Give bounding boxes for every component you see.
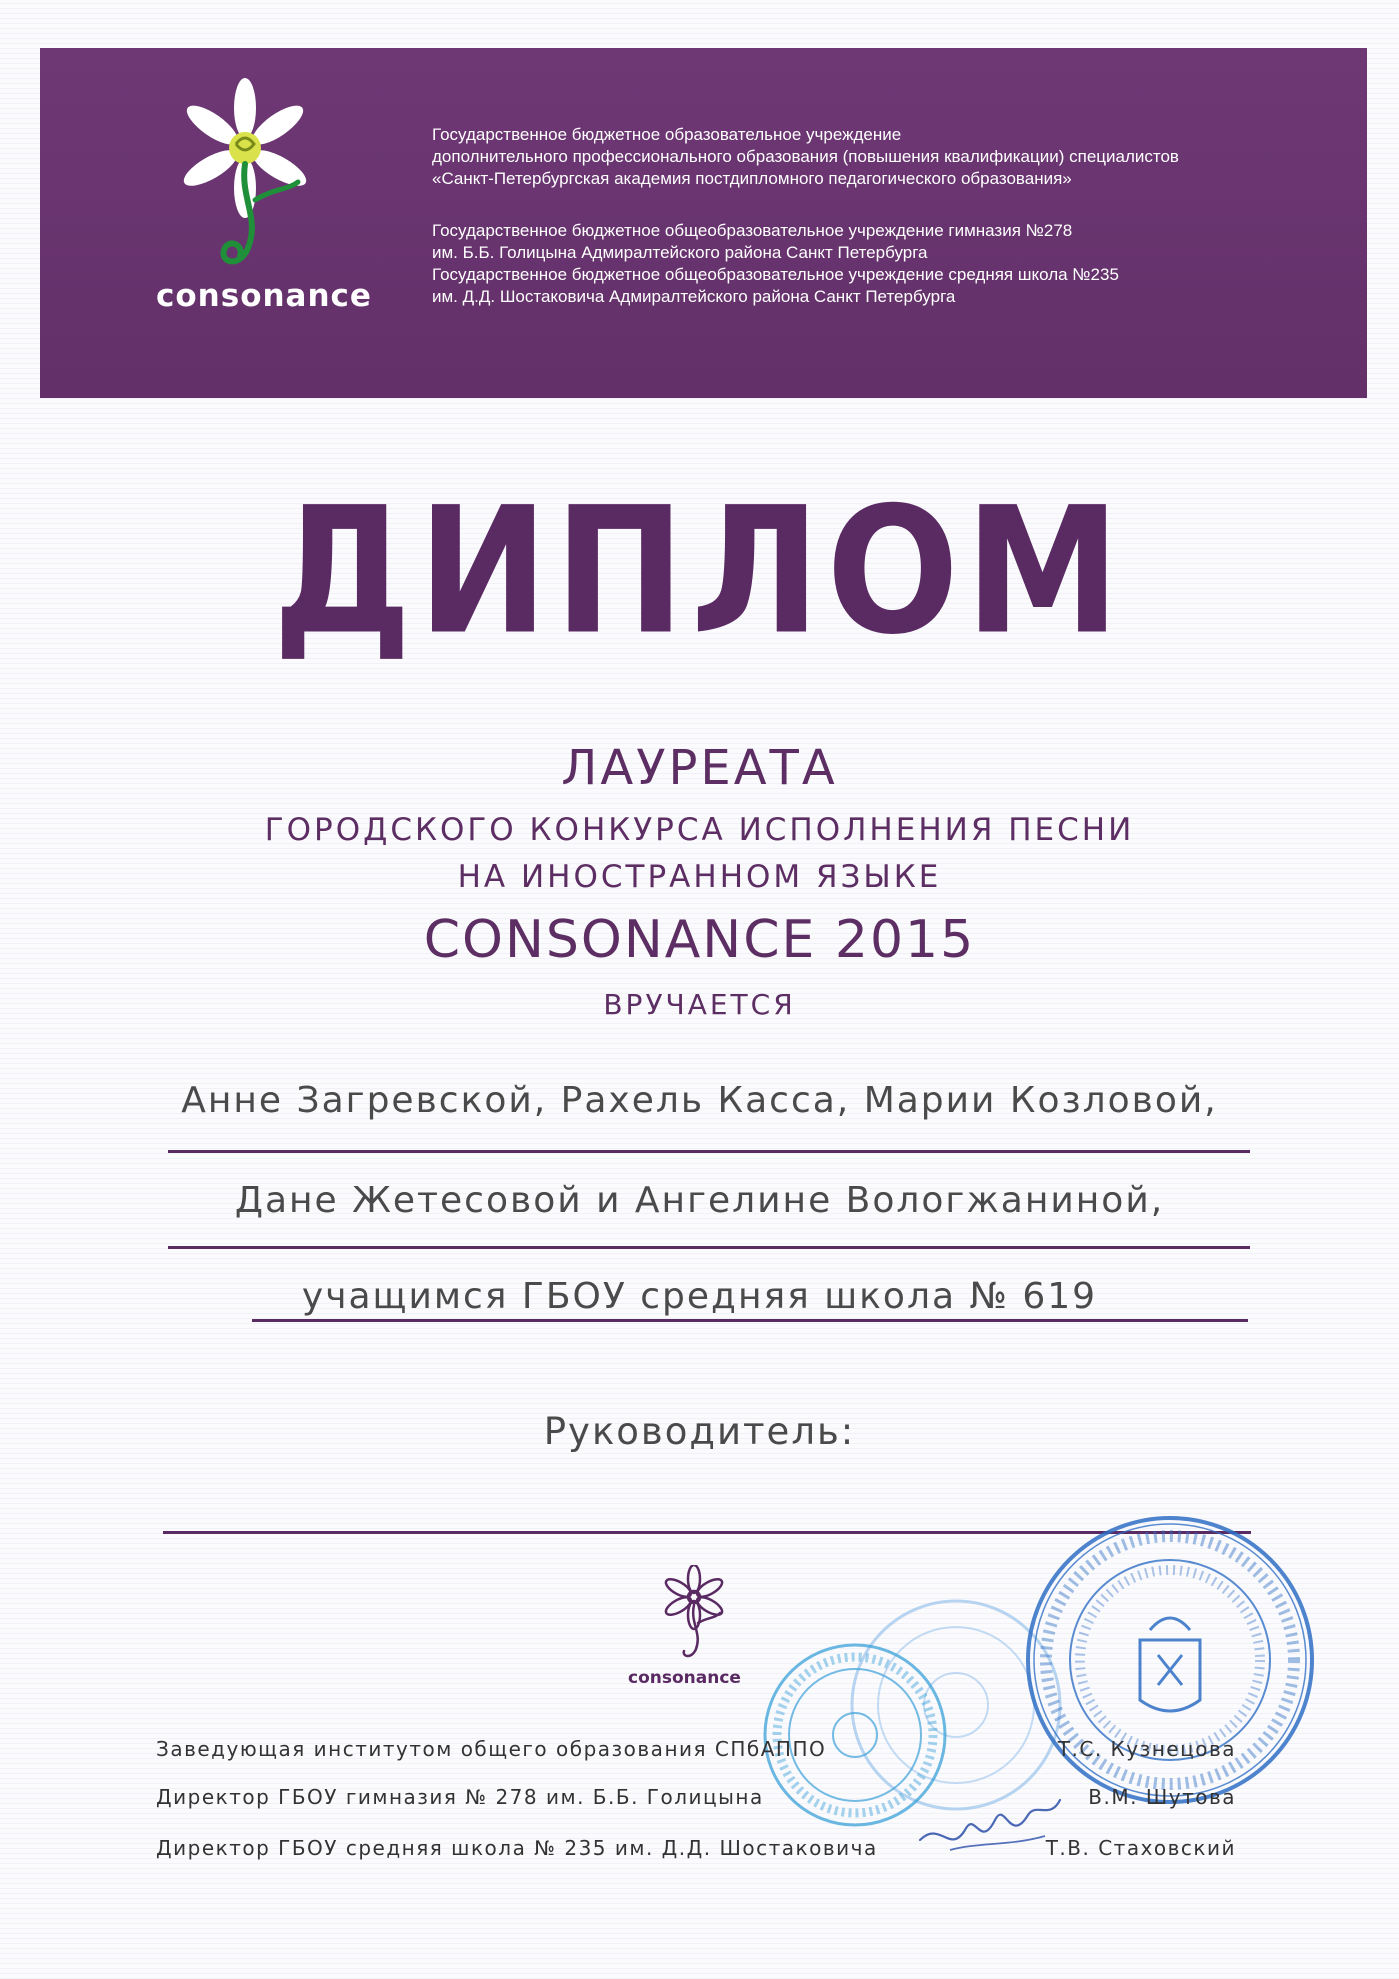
leader-blank-line <box>163 1531 1251 1534</box>
signatory-name: Т.С. Кузнецова <box>1057 1737 1236 1761</box>
org-line: Государственное бюджетное общеобразовательное учреждение гимназия №278 <box>432 221 1073 240</box>
org-line: дополнительного профессионального образования (повышения квалификации) специалистов <box>432 147 1179 166</box>
contest-line-1: ГОРОДСКОГО КОНКУРСА ИСПОЛНЕНИЯ ПЕСНИ <box>264 812 1135 848</box>
organizer-schools <box>432 220 1332 308</box>
org-line: Государственное бюджетное общеобразовательное учреждение средняя школа №235 <box>432 265 1119 284</box>
org-line: им. Б.Б. Голицына Адмиралтейского района Санкт Петербурга <box>432 243 928 262</box>
contest-name: CONSONANCE 2015 <box>423 910 976 970</box>
consonance-flower-logo <box>160 78 330 278</box>
consonance-small-logo <box>656 1565 732 1665</box>
signatory-position: Директор ГБОУ гимназия № 278 им. Б.Б. Голицына <box>156 1785 764 1809</box>
diploma-title: ДИПЛОМ <box>272 469 1127 673</box>
signatory-row <box>156 1836 1236 1866</box>
underline <box>168 1246 1250 1249</box>
signatory-name: В.М. Шутова <box>1088 1785 1236 1809</box>
signatory-row <box>156 1737 1236 1767</box>
contest-line-2: НА ИНОСТРАННОМ ЯЗЫКЕ <box>457 859 942 895</box>
leader-label: Руководитель: <box>543 1410 856 1453</box>
consonance-logo-word: consonance <box>156 278 372 314</box>
underline <box>168 1150 1250 1153</box>
consonance-small-logo-word: consonance <box>628 1668 741 1688</box>
awarded-label: ВРУЧАЕТСЯ <box>603 988 796 1021</box>
recipient-line-1: Анне Загревской, Рахель Касса, Марии Козловой, <box>181 1080 1218 1121</box>
recipient-line-3: учащимся ГБОУ средняя школа № 619 <box>301 1276 1098 1317</box>
org-line: им. Д.Д. Шостаковича Адмиралтейского района Санкт Петербурга <box>432 287 956 306</box>
signatory-position: Заведующая институтом общего образования СПбАППО <box>156 1737 827 1761</box>
signatory-position: Директор ГБОУ средняя школа № 235 им. Д.Д. Шостаковича <box>156 1836 878 1860</box>
signatory-row <box>156 1785 1236 1815</box>
laureate-heading: ЛАУРЕАТА <box>561 740 838 796</box>
underline <box>252 1319 1248 1322</box>
recipient-line-2: Дане Жетесовой и Ангелине Вологжаниной, <box>234 1180 1165 1221</box>
org-line: Государственное бюджетное образовательное учреждение <box>432 125 902 144</box>
org-line: «Санкт-Петербургская академия постдипломного педагогического образования» <box>432 169 1072 188</box>
signatory-name: Т.В. Стаховский <box>1045 1836 1236 1860</box>
organizer-academy <box>432 124 1332 190</box>
